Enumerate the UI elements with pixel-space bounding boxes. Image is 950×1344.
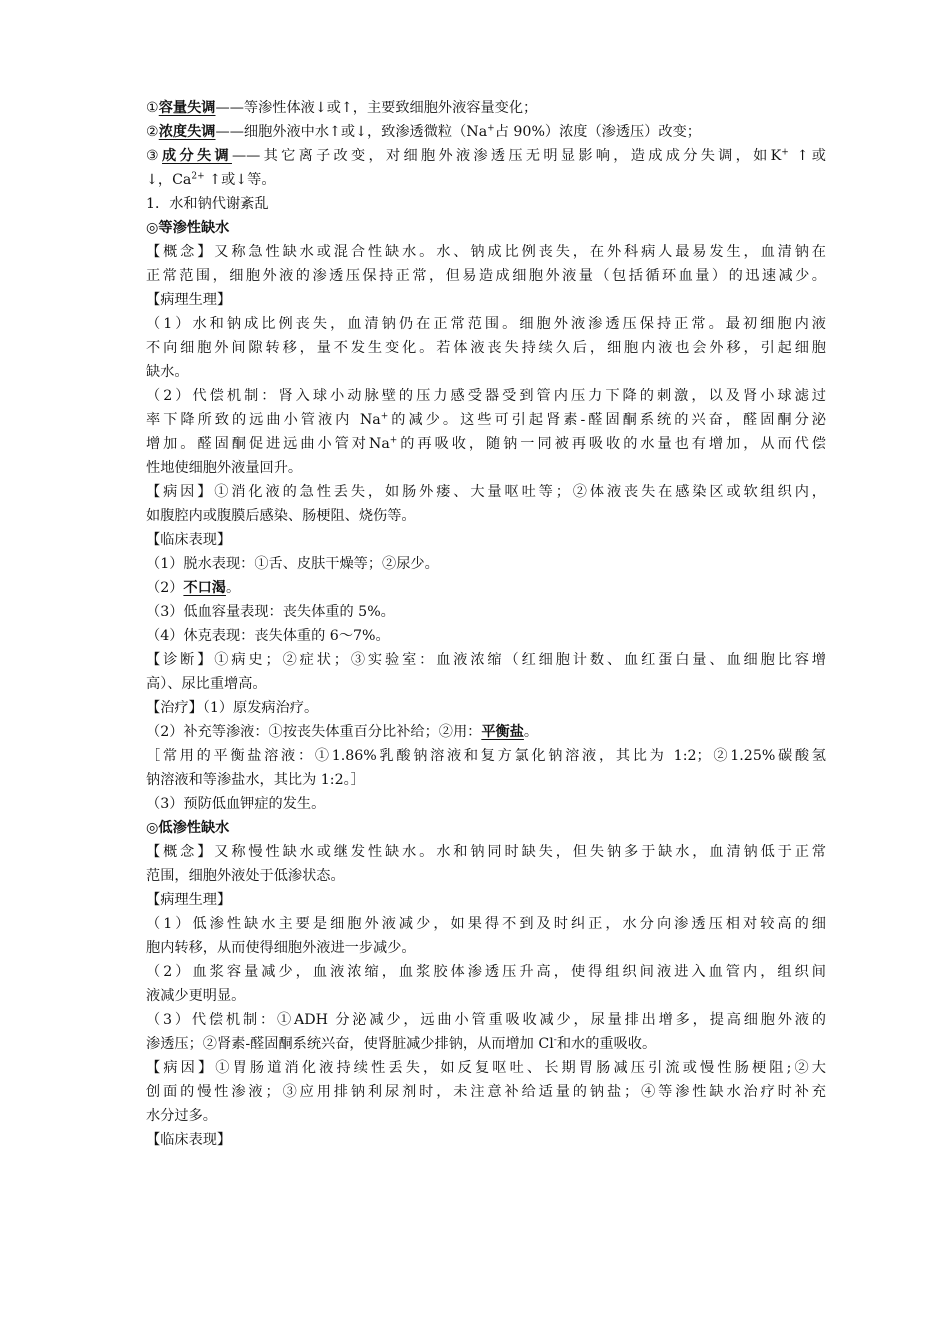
text-run: ↓，Ca bbox=[146, 172, 192, 188]
text-line-para bbox=[146, 504, 826, 528]
text-line-para bbox=[146, 792, 826, 816]
text-run: 【病理生理】 bbox=[146, 292, 232, 308]
text-run: 正常范围，细胞外液的渗透压保持正常，但易造成细胞外液量（包括循环血量）的迅速减少。 bbox=[146, 268, 826, 284]
text-run: 【临床表现】 bbox=[146, 1132, 232, 1148]
text-line-para bbox=[146, 1032, 826, 1056]
text-line-para bbox=[146, 984, 826, 1008]
key-term: 浓度失调 bbox=[158, 124, 216, 140]
text-run: 范围，细胞外液处于低渗状态。 bbox=[146, 868, 345, 884]
text-run: （4）休克表现：丧失体重的 6～7%。 bbox=[146, 628, 390, 644]
text-run: 率下降所致的远曲小管液内 Na bbox=[146, 412, 381, 428]
text-run: 渗透压；②肾素-醛固酮系统兴奋，使肾脏减少排钠，从而增加 Cl bbox=[146, 1036, 554, 1052]
text-run: ◎等渗性缺水 bbox=[146, 220, 230, 236]
text-line-para bbox=[146, 384, 826, 408]
text-line-para bbox=[146, 576, 826, 600]
key-term: 成分失调 bbox=[162, 148, 232, 164]
text-run: ［常用的平衡盐溶液：①1.86%乳酸钠溶液和复方氯化钠溶液，其比为 1:2；②1.25%碳酸氢 bbox=[146, 748, 826, 764]
text-line-para bbox=[146, 600, 826, 624]
text-line-para bbox=[146, 1056, 826, 1080]
text-run: 。 bbox=[523, 724, 539, 740]
text-line-para bbox=[146, 672, 826, 696]
text-run: （1）低渗性缺水主要是细胞外液减少，如果得不到及时纠正，水分向渗透压相对较高的细 bbox=[146, 916, 826, 932]
text-line-heading bbox=[146, 216, 826, 240]
text-run: 增加。醛固酮促进远曲小管对Na bbox=[146, 436, 390, 452]
text-line-para bbox=[146, 768, 826, 792]
key-term: 平衡盐 bbox=[481, 724, 524, 740]
text-run: ① bbox=[146, 100, 159, 116]
text-run: 钠溶液和等渗盐水，其比为 1:2。］ bbox=[146, 772, 365, 788]
superscript: 2+ bbox=[191, 171, 205, 182]
document-page bbox=[146, 96, 826, 1152]
text-line-para bbox=[146, 1008, 826, 1032]
text-run: 1．水和钠代谢紊乱 bbox=[146, 196, 269, 212]
text-line-heading bbox=[146, 288, 826, 312]
text-line-heading bbox=[146, 1128, 826, 1152]
text-run: 的减少。这些可引起肾素-醛固酮系统的兴奋，醛固酮分泌 bbox=[388, 412, 826, 428]
text-run: 【诊断】①病史；②症状；③实验室：血液浓缩（红细胞计数、血红蛋白量、血细胞比容增 bbox=[146, 652, 826, 668]
key-term: 容量失调 bbox=[158, 100, 216, 116]
text-line-list bbox=[146, 120, 826, 144]
text-line-para bbox=[146, 264, 826, 288]
text-run: （2） bbox=[146, 580, 184, 596]
text-line-para bbox=[146, 1104, 826, 1128]
text-line-list bbox=[146, 144, 826, 168]
text-run: （3）代偿机制：①ADH 分泌减少，远曲小管重吸收减少，尿量排出增多，提高细胞外液的 bbox=[146, 1012, 826, 1028]
text-run: ② bbox=[146, 124, 159, 140]
text-run: （1）脱水表现：①舌、皮肤干燥等；②尿少。 bbox=[146, 556, 439, 572]
text-run: （2）补充等渗液：①按丧失体重百分比补给；②用： bbox=[146, 724, 482, 740]
text-line-heading bbox=[146, 888, 826, 912]
text-run: 水分过多。 bbox=[146, 1108, 217, 1124]
text-run: （3）低血容量表现：丧失体重的 5%。 bbox=[146, 604, 395, 620]
text-run: 胞内转移，从而使得细胞外液进一步减少。 bbox=[146, 940, 416, 956]
text-run: （2）代偿机制：肾入球小动脉壁的压力感受器受到管内压力下降的刺激，以及肾小球滤过 bbox=[146, 388, 826, 404]
text-line-para bbox=[146, 240, 826, 264]
text-run: 【临床表现】 bbox=[146, 532, 232, 548]
document-body bbox=[146, 96, 826, 1152]
text-run: 缺水。 bbox=[146, 364, 189, 380]
text-run: 【概念】又称急性缺水或混合性缺水。水、钠成比例丧失，在外科病人最易发生，血清钠在 bbox=[146, 244, 826, 260]
text-run: （2）血浆容量减少，血液浓缩，血浆胶体渗透压升高，使得组织间液进入血管内，组织间 bbox=[146, 964, 826, 980]
text-line-list bbox=[146, 96, 826, 120]
text-line-list bbox=[146, 168, 826, 192]
text-line-para bbox=[146, 336, 826, 360]
text-run: ③ bbox=[146, 148, 163, 164]
superscript: + bbox=[487, 123, 495, 134]
text-run: 【病理生理】 bbox=[146, 892, 232, 908]
superscript: - bbox=[553, 1035, 557, 1046]
text-run: ——细胞外液中水↑或↓，致渗透微粒（Na bbox=[215, 124, 488, 140]
text-run: ◎低渗性缺水 bbox=[146, 820, 230, 836]
text-run: 【病因】①胃肠道消化液持续性丢失，如反复呕吐、长期胃肠减压引流或慢性肠梗阻;②大 bbox=[146, 1060, 826, 1076]
text-run: 创面的慢性渗液；③应用排钠利尿剂时，未注意补给适量的钠盐；④等渗性缺水治疗时补充 bbox=[146, 1084, 826, 1100]
text-run: ——其它离子改变，对细胞外液渗透压无明显影响，造成成分失调，如K bbox=[231, 148, 782, 164]
text-run: 【病因】①消化液的急性丢失，如肠外瘘、大量呕吐等；②体液丧失在感染区或软组织内， bbox=[146, 484, 826, 500]
text-run: ↑或 bbox=[788, 148, 826, 164]
text-line-para bbox=[146, 960, 826, 984]
text-line-para bbox=[146, 456, 826, 480]
text-line-heading bbox=[146, 816, 826, 840]
text-line-para bbox=[146, 1080, 826, 1104]
text-line-para bbox=[146, 648, 826, 672]
text-line-para bbox=[146, 840, 826, 864]
text-run: 【概念】又称慢性缺水或继发性缺水。水和钠同时缺失，但失钠多于缺水，血清钠低于正常 bbox=[146, 844, 826, 860]
superscript: + bbox=[380, 411, 389, 422]
text-line-para bbox=[146, 720, 826, 744]
text-run: 的再吸收，随钠一同被再吸收的水量也有增加，从而代偿 bbox=[397, 436, 826, 452]
text-line-para bbox=[146, 696, 826, 720]
text-line-para bbox=[146, 864, 826, 888]
text-run: （1）水和钠成比例丧失，血清钠仍在正常范围。细胞外液渗透压保持正常。最初细胞内液 bbox=[146, 316, 826, 332]
text-run: 。 bbox=[225, 580, 241, 596]
text-run: 液减少更明显。 bbox=[146, 988, 246, 1004]
text-run: ↑或↓等。 bbox=[204, 172, 276, 188]
text-line-para bbox=[146, 624, 826, 648]
text-line-para bbox=[146, 480, 826, 504]
text-line-heading bbox=[146, 528, 826, 552]
text-run: 和水的重吸收。 bbox=[556, 1036, 657, 1052]
key-term: 不口渴 bbox=[183, 580, 226, 596]
text-run: 【治疗】（1）原发病治疗。 bbox=[146, 700, 319, 716]
text-line-para bbox=[146, 360, 826, 384]
text-run: 如腹腔内或腹膜后感染、肠梗阻、烧伤等。 bbox=[146, 508, 416, 524]
text-run: （3）预防低血钾症的发生。 bbox=[146, 796, 326, 812]
text-line-para bbox=[146, 912, 826, 936]
text-line-para bbox=[146, 312, 826, 336]
text-run: 性地使细胞外液量回升。 bbox=[146, 460, 303, 476]
text-run: 不向细胞外间隙转移，量不发生变化。若体液丧失持续久后，细胞内液也会外移，引起细胞 bbox=[146, 340, 826, 356]
text-line-para bbox=[146, 744, 826, 768]
text-line-para bbox=[146, 408, 826, 432]
text-line-para bbox=[146, 936, 826, 960]
text-line-para bbox=[146, 432, 826, 456]
text-run: ——等渗性体液↓或↑，主要致细胞外液容量变化； bbox=[215, 100, 538, 116]
text-run: 高）、尿比重增高。 bbox=[146, 676, 267, 692]
text-line-para bbox=[146, 552, 826, 576]
superscript: + bbox=[389, 435, 398, 446]
superscript: + bbox=[781, 147, 789, 158]
text-line-heading bbox=[146, 192, 826, 216]
text-run: 占 90%）浓度（渗透压）改变； bbox=[494, 124, 701, 140]
